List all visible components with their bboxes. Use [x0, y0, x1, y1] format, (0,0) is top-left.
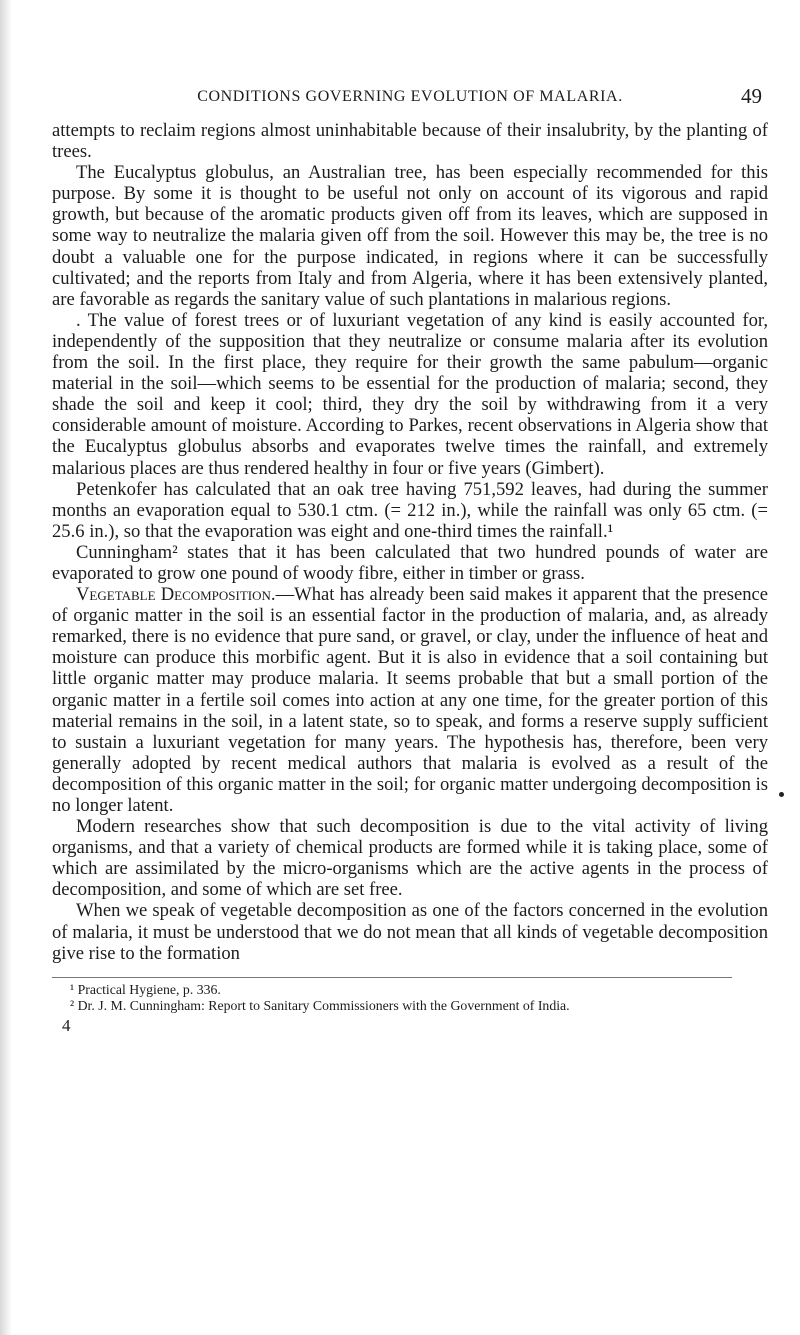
footnote-1: ¹ Practical Hygiene, p. 336.	[70, 981, 221, 997]
running-title: CONDITIONS GOVERNING EVOLUTION OF MALARIA.	[197, 88, 623, 105]
body-text	[52, 120, 768, 964]
paragraph-7: Modern researches show that such decomposition is due to the vital activity of living organisms, and that a variety of chemical products are formed while it is taking place, some of which are assimilated by the micro-organisms which are the active agents in the process of decomposition, and some of which are set free.	[52, 816, 768, 901]
footnote-2: ² Dr. J. M. Cunningham: Report to Sanitary Commissioners with the Government of India.	[70, 998, 570, 1014]
paragraph-6: Vegetable Decomposition.—What has already been said makes it apparent that the presence of organic matter in the soil is an essential factor in the production of malaria, and, as already remarked, there is no evidence that pure sand, or gravel, or clay, under the influence of heat and moisture can produce this morbific agent. But it is also in evidence that a soil containing but little organic matter may produce malaria. It seems probable that but a small portion of the organic matter in a fertile soil comes into action at any one time, for the greater portion of this material remains in the soil, in a latent state, so to speak, and forms a reserve supply sufficient to sustain a luxuriant vegetation for many years. The hypothesis has, therefore, been very generally adopted by recent medical authors that malaria is evolved as a result of the decomposition of this organic matter in the soil; for organic matter undergoing decomposition is no longer latent.	[52, 584, 768, 816]
signature-mark: 4	[62, 1015, 71, 1035]
paragraph-5: Cunningham² states that it has been calculated that two hundred pounds of water are evaporated to grow one pound of woody fibre, either in timber or grass.	[52, 541, 768, 584]
footnotes	[52, 982, 768, 1015]
paragraph-8: When we speak of vegetable decomposition as one of the factors concerned in the evolution of malaria, it must be understood that we do not mean that all kinds of vegetable decomposition give rise to the formation	[52, 900, 768, 964]
paragraph-2: The Eucalyptus globulus, an Australian tree, has been especially recommended for this purpose. By some it is thought to be useful not only on account of its vigorous and rapid growth, but because of the aromatic products given off from its leaves, which are supposed in some way to neutralize the malaria given off from the soil. However this may be, the tree is no doubt a valuable one for the purpose indicated, in regions where it can be successfully cultivated; and the reports from Italy and from Algeria, where it has been extensively planted, are favorable as regards the sanitary value of such plantations in malarious regions.	[52, 162, 768, 310]
section-heading: Vegetable Decomposition.	[76, 584, 276, 606]
paragraph-1: attempts to reclaim regions almost uninhabitable because of their insalubrity, by the planting of trees.	[52, 120, 768, 163]
page-binding-edge	[0, 0, 12, 1335]
page-number: 49	[741, 84, 762, 108]
margin-mark	[779, 792, 784, 797]
paragraph-4: Petenkofer has calculated that an oak tree having 751,592 leaves, had during the summer months an evaporation equal to 530.1 ctm. (= 212 in.), while the rainfall was only 65 ctm. (= 25.6 in.), so that the evaporation was eight and one-third times the rainfall.¹	[52, 478, 768, 542]
book-page	[52, 84, 768, 1036]
paragraph-6-text: What has already been said makes it apparent that the presence of organic matter in the soil is an essential factor in the production of malaria, and, as already remarked, there is no evidence that pure sand, or gravel, or clay, under the influence of heat and moisture can produce this morbific agent. But it is also in evidence that a soil containing but little organic matter may produce malaria. It seems probable that but a small portion of the organic matter in a fertile soil comes into action at any one time, for the greater portion of this material remains in the soil, in a latent state, so to speak, and forms a reserve supply sufficient to sustain a luxuriant vegetation for many years. The hypothesis has, therefore, been very generally adopted by recent medical authors that malaria is evolved as a result of the decomposition of this organic matter in the soil; for organic matter undergoing decomposition is no longer latent.	[52, 584, 768, 816]
paragraph-3: . The value of forest trees or of luxuriant vegetation of any kind is easily accounted for, independently of the supposition that they neutralize or consume malaria after its evolution from the soil. In the first place, they require for their growth the same pabulum—organic material in the soil—which seems to be essential for the production of malaria; second, they shade the soil and keep it cool; third, they dry the soil by withdrawing from it a very considerable amount of moisture. According to Parkes, recent observations in Algeria show that the Eucalyptus globulus absorbs and evaporates twelve times the rainfall, and extremely malarious places are thus rendered healthy in four or five years (Gimbert).	[52, 309, 768, 479]
running-head	[52, 84, 768, 112]
footnote-separator	[52, 977, 732, 978]
